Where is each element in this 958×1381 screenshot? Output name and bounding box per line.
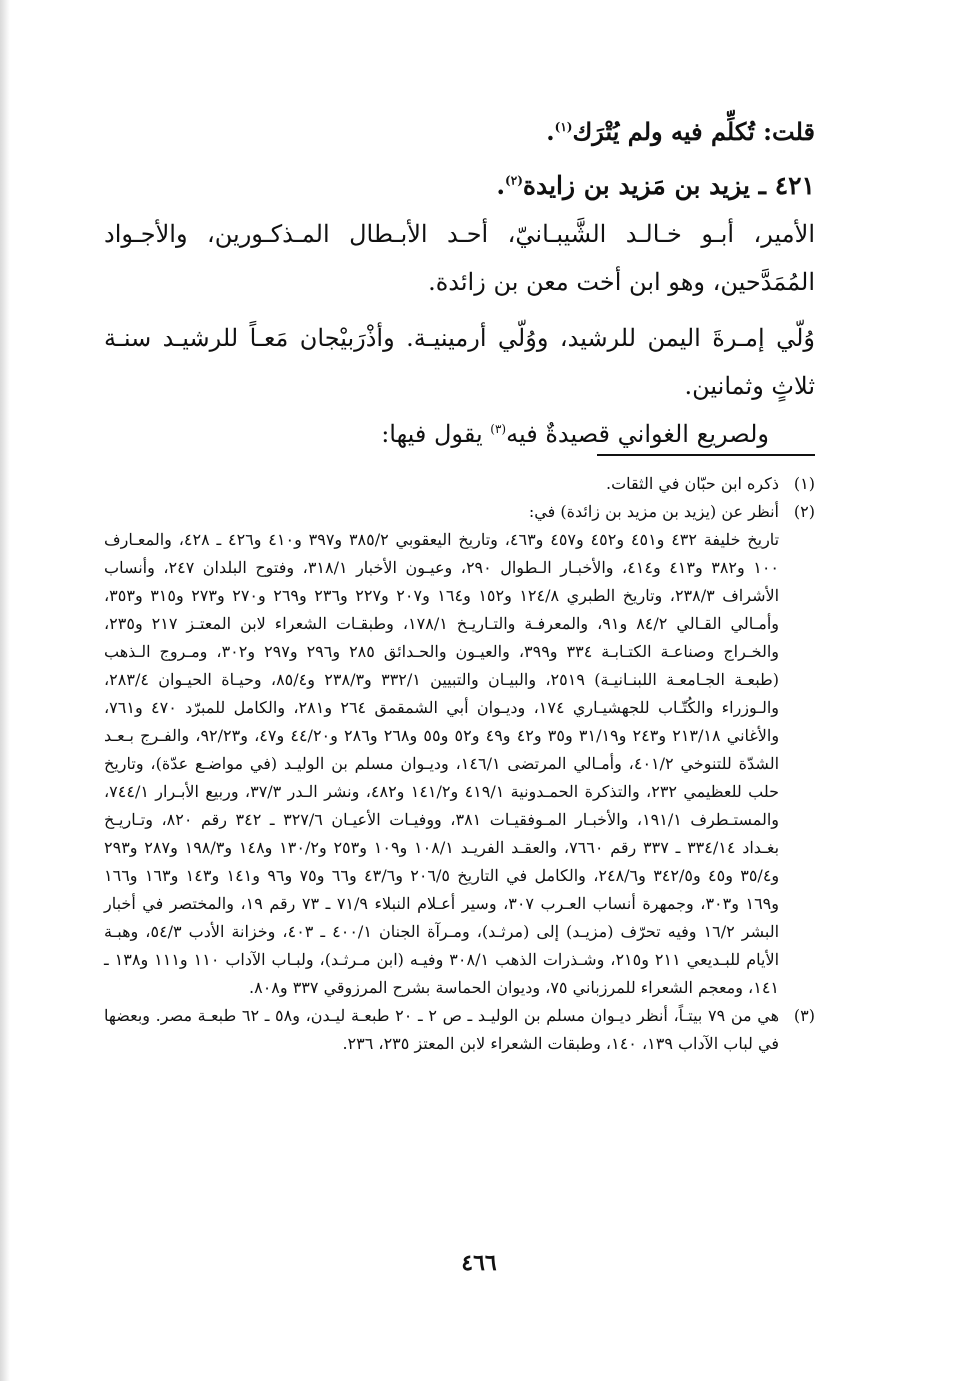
footnote-2-number: (٢) xyxy=(793,502,815,521)
footnote-3-text: هي من ٧٩ بيتـاً، أنظر ديـوان مسلم بن الوليـد ـ ص ٢ ـ ٢٠ طبعـة ليـدن، و٥٨ ـ ٦٢ طبعـة مصر. وبعضها في لباب الآداب ١٣٩، ١٤٠، وطبقات الشعراء لابن المعتز ٢٣٥، ٢٣٦. xyxy=(104,1006,780,1053)
note-line-text: قلت: تُكلِّم فيه ولم يُتْرَك xyxy=(572,117,815,146)
entry-number: ٤٢١ xyxy=(774,171,815,200)
footnote-ref-2: (٢) xyxy=(505,173,523,188)
footnotes-block xyxy=(104,470,815,1058)
entry-heading xyxy=(104,162,815,210)
note-line-end: . xyxy=(546,117,555,146)
page-edge-shadow xyxy=(0,0,10,1381)
footnote-1 xyxy=(104,470,815,498)
main-text-block xyxy=(104,108,815,458)
page-number: ٤٦٦ xyxy=(461,1250,497,1276)
footnote-3 xyxy=(104,1002,815,1058)
entry-title: ـ يزيد بن مَزيد بن زايدة xyxy=(522,171,775,200)
footnote-1-text: ذكره ابن حبّان في الثقات. xyxy=(606,474,779,493)
paragraph-3 xyxy=(104,410,815,458)
entry-heading-end: . xyxy=(496,171,506,200)
paragraph-3-start: ولصريع الغواني قصيدةٌ فيه xyxy=(506,420,769,448)
paragraph-2: وُلّي إمـرةَ اليمن للرشيد، ووُلّي أرمينيـة. وأذْرَبيْجان مَعـاً للرشيـد سنـة ثلاثٍ وثمانين. xyxy=(104,324,815,400)
footnote-ref-1: (١) xyxy=(554,120,573,134)
footnote-3-number: (٣) xyxy=(793,1006,815,1025)
footnote-separator xyxy=(597,454,815,456)
footnote-2-intro: أنظر عن (يزيد بن مزيد بن زائدة) في: xyxy=(528,502,779,521)
footnote-2-body: تاريخ خليفة ٤٣٢ و٤٥١ و٤٥٢ و٤٥٧ و٤٦٣، وتاريخ اليعقوبي ٣٨٥/٢ و٣٩٧ و٤١٠ و٤٢٦ ـ ٤٢٨، والمعـارف ١٠٠ و٣٨٢ و٤١٣ و٤١٤، والأخبـار الـطوال ٢٩٠، وعيـون الأخبار ٣١٨/١، وفتوح البلدان ٢٤٧، وأنساب الأشراف ٢٣٨/٣، وتاريخ الطبري ١٢٤/٨ و١٥٢ و١٦٤ و٢٠٧ و٢٢٧ و٢٣٦ و٢٦٩ و٢٧٠ و٢٧٣ و٣١٥ و٣٥٣، وأمـالي القـالي ٨٤/٢ و٩١، والمعرفـة والتـاريـخ ١٧٨/١، وطبقـات الشعراء لابن المعتـز ٢١٧ و٢٣٥، والخـراج وصناعـة الكتـابـة ٣٣٤ و٣٩٩، والعيـون والحـدائق ٢٨٥ و٢٩٦ و٢٩٧ و٣٠٢، ومـروج الـذهب (طبعـة الجـامعـة اللبنـانيـة) ٢٥١٩، والبيـان والتبيين ٣٣٢/١ و٢٣٨/٣ و٨٥/٤، وحيـاة الحيـوان ٢٨٣/٤، والـوزراء والكُتّـاب للجهشيـاري ١٧٤، وديـوان أبي الشمقمق ٢٦٤ و٢٨١، والكامل للمبرّد ٤٧٠ و٧٦١، والأغاني ٢١٣/١٨ و٢٤٣ و٣١/١٩ و٣٥ و٤٢ و٤٩ و٥٢ و٥٥ و٢٦٨ و٢٨٦ و٤٤/٢٠ و٤٧، و٩٢/٢٣، والفـرج بـعـد الشدّة للتنوخي ٤٠١/٢، وأمـالي المرتضى ١٤٦/١، وديـوان مسلم بن الوليـد (في مواضـع عدّة)، وتاريخ حلب للعظيمي ٢٣٢، والتذكرة الحمـدونية ٤١٩/١ و١٤١/٢ و٤٨٢، ونشر الـدر ٣٧/٣، وربيع الأبـرار ٧٤٤/١، والمستـطرف ١٩١/١، والأخبـار المـوفقيـات ٣٨١، ووفيـات الأعيـان ٣٢٧/٦ ـ ٣٤٢ رقم ٨٢٠، وتـاريـخ بغـداد ٣٣٤/١٤ ـ ٣٣٧ رقم ٧٦٦٠، والعقـد الفريـد ١٠٨/١ و١٠٩ و٢٥٣ و١٣٠/٢ و١٤٨ و١٩٨/٣ و٢٨٧ و٢٩٣ و٣٥/٤ و٤٥ و٣٤٢/٥ و٢٤٨/٦، والكامل في التاريخ ٢٠٦/٥ و٤٣/٦ و٦٦ و٧٥ و٩٦ و١٤١ و١٤٣ و١٦٣ و١٦٦ و١٦٩ و٣٠٣، وجمهرة أنساب العـرب ٣٠٧، وسير أعـلام النبلاء ٧١/٩ ـ ٧٣ رقم ١٩، والمختصر في أخبار البشر ١٦/٢ وفيه تحرّف (مزيـد) إلى (مرثـد)، ومـرآة الجنان ٤٠٠/١ ـ ٤٠٣، وخزانة الأدب ٥٤/٣، وهبـة الأيام للبـديعي ٢١١ و٢١٥، وشـذرات الذهب ٣٠٨/١ وفيـه (ابن مـرثـد)، ولبـاب الآداب ١١٠ و١١١ و١٣٨ ـ ١٤١، ومعجم الشعراء للمرزباني ٧٥، وديوان الحماسة بشرح المرزوقي ٣٣٧ و٨٠٨. xyxy=(104,530,780,997)
paragraph-1: الأمير، أبـو خـالـد الشَّيبـانيّ، أحـد الأبـطال المـذكـورين، والأجـواد المُمَدَّحين، وهو ابن أخت معن بن زائدة. xyxy=(104,220,815,296)
footnote-1-number: (١) xyxy=(793,474,815,493)
note-line xyxy=(104,108,815,156)
paragraph-3-end: يقول فيها: xyxy=(381,420,491,448)
footnote-ref-3: (٣) xyxy=(490,422,507,436)
footnote-2 xyxy=(104,498,815,1002)
